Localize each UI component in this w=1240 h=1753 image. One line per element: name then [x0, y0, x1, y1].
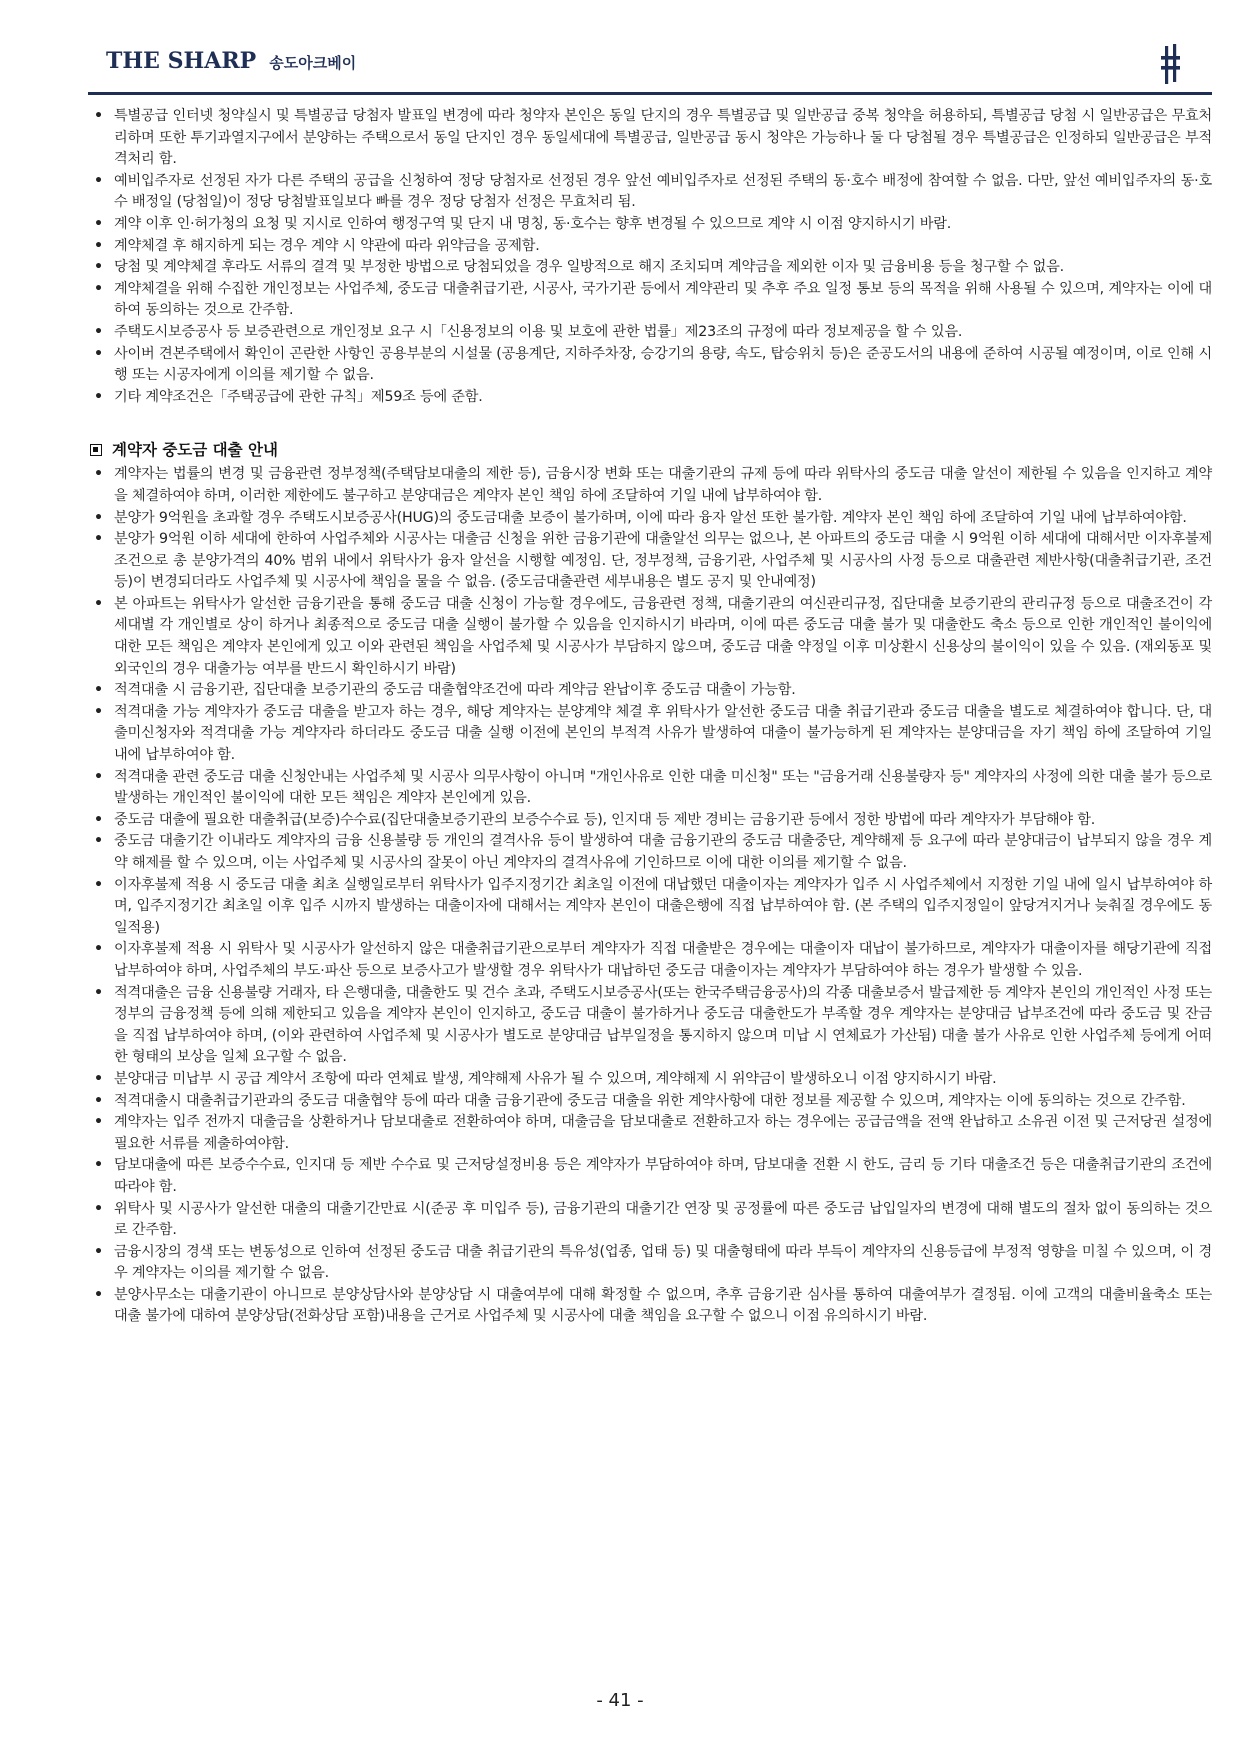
list-item: [88, 1199, 1212, 1242]
list-item-text: 분양가 9억원 이하 세대에 한하여 사업주체와 시공사는 대출금 신청을 위한 금융기관에 대출알선 의무는 없으나, 본 아파트의 중도금 대출 시 9억원 이하 세대에 대해서만 이자후불제 조건으로 총 분양가격의 40% 범위 내에서 위탁사가 융자 알선을 시행할 예정임. 단, 정부정책, 금융기관, 사업주체 및 시공사의 사정 등으로 대출관련 제반사항(대출취급기관, 조건 등)이 변경되더라도 사업주체 및 시공사에 책임을 물을 수 없음. (중도금대출관련 세부내용은 별도 공지 및 안내예정): [114, 531, 1212, 591]
list-item-text: 주택도시보증공사 등 보증관련으로 개인정보 요구 시「신용정보의 이용 및 보호에 관한 법률」제23조의 규정에 따라 정보제공을 할 수 있음.: [114, 323, 963, 340]
brand-logo-icon: [1134, 36, 1206, 88]
list-item: [88, 702, 1212, 767]
list-item: [88, 810, 1212, 832]
bullet-icon: •: [94, 1092, 103, 1109]
list-item: [88, 214, 1212, 236]
contract-terms-list: [88, 106, 1212, 408]
document-body: [88, 106, 1212, 1328]
bullet-icon: •: [94, 345, 103, 362]
list-item: [88, 1069, 1212, 1091]
bullet-icon: •: [94, 259, 103, 276]
list-item-text: 계약 이후 인·허가청의 요청 및 지시로 인하여 행정구역 및 단지 내 명칭, 동·호수는 향후 변경될 수 있으므로 계약 시 이점 양지하시기 바람.: [114, 215, 952, 232]
list-item-text: 이자후불제 적용 시 위탁사 및 시공사가 알선하지 않은 대출취급기관으로부터 계약자가 직접 대출받은 경우에는 대출이자 대납이 불가하므로, 계약자가 대출이자를 해당기관에 직접 납부하여야 하며, 사업주체의 부도·파산 등으로 보증사고가 발생할 경우 위탁사가 대납하던 중도금 대출이자는 계약자가 부담하여야 하는 경우가 발생할 수 있음.: [114, 941, 1212, 979]
bullet-icon: •: [94, 595, 103, 612]
list-item-text: 예비입주자로 선정된 자가 다른 주택의 공급을 신청하여 정당 당첨자로 선정된 경우 앞선 예비입주자로 선정된 주택의 동·호수 배정에 참여할 수 없음. 다만, 앞선 예비입주자의 동·호수 배정일 (당첨일)이 정당 당첨발표일보다 빠를 경우 정당 당첨자 선정은 무효처리 됨.: [114, 172, 1212, 211]
list-item: [88, 344, 1212, 387]
list-item: [88, 1242, 1212, 1285]
list-item-text: 당첨 및 계약체결 후라도 서류의 결격 및 부정한 방법으로 당첨되었을 경우 일방적으로 해지 조치되며 계약금을 제외한 이자 및 금융비용 등을 청구할 수 없음.: [114, 259, 1064, 276]
list-item-text: 계약체결을 위해 수집한 개인정보는 사업주체, 중도금 대출취급기관, 시공사, 국가기관 등에서 계약관리 및 추후 주요 일정 통보 등의 목적을 위해 사용될 수 있으며, 계약자는 이에 대하여 동의하는 것으로 간주함.: [114, 280, 1212, 319]
list-item-text: 계약자는 법률의 변경 및 금융관련 정부정책(주택담보대출의 제한 등), 금융시장 변화 또는 대출기관의 규제 등에 따라 위탁사의 중도금 대출 알선이 제한될 수 있음을 인지하고 계약을 체결하여야 하며, 이러한 제한에도 불구하고 분양대금은 계약자 본인 책임 하에 조달하여 기일 내에 납부하여야 함.: [114, 466, 1212, 504]
list-item-text: 중도금 대출에 필요한 대출취급(보증)수수료(집단대출보증기관의 보증수수료 등), 인지대 등 제반 경비는 금융기관 등에서 정한 방법에 따라 계약자가 부담해야 함.: [114, 811, 1096, 828]
bullet-icon: •: [94, 703, 103, 720]
list-item-text: 이자후불제 적용 시 중도금 대출 최초 실행일로부터 위탁사가 입주지정기간 최초일 이전에 대납했던 대출이자는 계약자가 입주 시 사업주체에서 지정한 기일 내에 일시 납부하여야 하며, 입주지정기간 최초일 이후 입주 시까지 발생하는 대출이자에 대해서는 계약자 본인이 대출은행에 직접 납부하여야 함. (본 주택의 입주지정일이 앞당겨지거나 늦춰질 경우에도 동일적용): [114, 876, 1212, 936]
list-item-text: 계약자는 입주 전까지 대출금을 상환하거나 담보대출로 전환하여야 하며, 대출금을 담보대출로 전환하고자 하는 경우에는 공급금액을 전액 완납하고 소유권 이전 및 근저당권 설정에 필요한 서류를 제출하여야함.: [114, 1114, 1212, 1152]
list-item: [88, 464, 1212, 507]
list-item-text: 분양사무소는 대출기관이 아니므로 분양상담사와 분양상담 시 대출여부에 대해 확정할 수 없으며, 추후 금융기관 심사를 통하여 대출여부가 결정됨. 이에 고객의 대출비율축소 또는 대출 불가에 대하여 분양상담(전화상담 포함)내용을 근거로 사업주체 및 시공사에 대출 책임을 요구할 수 없으니 이점 유의하시기 바람.: [114, 1286, 1212, 1325]
list-item-text: 적격대출 관련 중도금 대출 신청안내는 사업주체 및 시공사 의무사항이 아니며 "개인사유로 인한 대출 미신청" 또는 "금융거래 신용불량자 등" 계약자의 사정에 의한 대출 불가 등으로 발생하는 개인적인 불이익에 대한 모든 책임은 계약자 본인에게 있음.: [114, 768, 1212, 807]
list-item: [88, 508, 1212, 530]
list-item-text: 분양대금 미납부 시 공급 계약서 조항에 따라 연체료 발생, 계약해제 사유가 될 수 있으며, 계약해제 시 위약금이 발생하오니 이점 양지하시기 바람.: [114, 1070, 997, 1087]
list-item-text: 적격대출시 대출취급기관과의 중도금 대출협약 등에 따라 대출 금융기관에 중도금 대출을 위한 계약사항에 대한 정보를 제공할 수 있으며, 계약자는 이에 동의하는 것으로 간주함.: [114, 1092, 1186, 1109]
bullet-icon: •: [94, 1286, 103, 1303]
list-item-text: 위탁사 및 시공사가 알선한 대출의 대출기간만료 시(준공 후 미입주 등), 금융기관의 대출기간 연장 및 공정률에 따른 중도금 납입일자의 변경에 대해 별도의 절차 없이 동의하는 것으로 간주함.: [114, 1200, 1212, 1239]
brand-name-en: THE SHARP: [106, 48, 257, 74]
loan-section-heading: [88, 438, 1212, 462]
bullet-icon: •: [94, 876, 103, 893]
list-item: [88, 875, 1212, 940]
bullet-icon: •: [94, 833, 103, 850]
bullet-icon: •: [94, 1243, 103, 1260]
bullet-icon: •: [94, 768, 103, 785]
bullet-icon: •: [94, 1200, 103, 1217]
list-item-text: 기타 계약조건은「주택공급에 관한 규칙」제59조 등에 준함.: [114, 388, 483, 405]
list-item: [88, 387, 1212, 409]
loan-terms-list: [88, 464, 1212, 1328]
bullet-icon: •: [94, 280, 103, 297]
list-item-text: 분양가 9억원을 초과할 경우 주택도시보증공사(HUG)의 중도금대출 보증이 불가하며, 이에 따라 융자 알선 또한 불가함. 계약자 본인 책임 하에 조달하여 기일 내에 납부하여야함.: [114, 509, 1187, 526]
list-item: [88, 1112, 1212, 1155]
list-item: [88, 983, 1212, 1069]
bullet-icon: •: [94, 108, 103, 124]
bullet-icon: •: [94, 323, 103, 340]
list-item: [88, 767, 1212, 810]
list-item-text: 중도금 대출기간 이내라도 계약자의 금융 신용불량 등 개인의 결격사유 등이 발생하여 대출 금융기관의 중도금 대출중단, 계약해제 등 요구에 따라 분양대금이 납부되지 않을 경우 계약 해제를 할 수 있으며, 이는 사업주체 및 시공사의 잘못이 아닌 계약자의 결격사유에 기인하므로 이에 대한 이의를 제기할 수 없음.: [114, 833, 1212, 871]
bullet-icon: •: [94, 811, 103, 828]
list-item-text: 본 아파트는 위탁사가 알선한 금융기관을 통해 중도금 대출 신청이 가능할 경우에도, 금융관련 정책, 대출기관의 여신관리규정, 집단대출 보증기관의 관리규정 등으로 대출조건이 각 세대별 각 개인별로 상이 하거나 최종적으로 중도금 대출 실행이 불가할 수 있음을 인지하시기 바라며, 이에 따른 중도금 대출 불가 및 대출한도 축소 등으로 인한 개인적인 불이익에 대한 모든 책임은 계약자 본인에게 있고 이와 관련된 책임을 사업주체 및 시공사가 부담하지 않으며, 중도금 대출 약정일 이후 미상환시 신용상의 불이익이 있을 수 있음. (재외동포 및 외국인의 경우 대출가능 여부를 반드시 확인하시기 바람): [114, 595, 1212, 677]
list-item-text: 담보대출에 따른 보증수수료, 인지대 등 제반 수수료 및 근저당설정비용 등은 계약자가 부담하여야 하며, 담보대출 전환 시 한도, 금리 등 기타 대출조건 등은 대출취급기관의 조건에 따라야 함.: [114, 1157, 1212, 1195]
list-item-text: 금융시장의 경색 또는 변동성으로 인하여 선정된 중도금 대출 취급기관의 특유성(업종, 업태 등) 및 대출형태에 따라 부득이 계약자의 신용등급에 부정적 영향을 미칠 수 있으며, 이 경우 계약자는 이의를 제기할 수 없음.: [114, 1243, 1212, 1282]
square-bullet-icon: [90, 444, 102, 456]
list-item-text: 사이버 견본주택에서 확인이 곤란한 사항인 공용부분의 시설물 (공용계단, 지하주차장, 승강기의 용량, 속도, 탑승위치 등)은 준공도서의 내용에 준하여 시공될 예정이며, 이로 인해 시행 또는 시공자에게 이의를 제기할 수 없음.: [114, 345, 1212, 384]
list-item-text: 적격대출은 금융 신용불량 거래자, 타 은행대출, 대출한도 및 건수 초과, 주택도시보증공사(또는 한국주택금융공사)의 각종 대출보증서 발급제한 등 계약자 본인의 개인적인 사정 또는 정부의 금융정책 등에 의해 제한되고 있음을 계약자 본인이 인지하고, 중도금 대출이 불가하거나 중도금 대출한도가 부족할 경우 계약자는 분양대금 납부조건에 따라 중도금 및 잔금을 직접 납부하여야 하며, (이와 관련하여 사업주체 및 시공사가 별도로 분양대금 납부일정을 통지하지 않으며 미납 시 연체료가 가산됨) 대출 불가 사유로 인한 사업주체 등에게 어떠한 형태의 보상을 일체 요구할 수 없음.: [114, 984, 1212, 1066]
bullet-icon: •: [94, 237, 103, 254]
brand: [106, 48, 356, 74]
list-item: [88, 1091, 1212, 1113]
list-item-text: 특별공급 인터넷 청약실시 및 특별공급 당첨자 발표일 변경에 따라 청약자 본인은 동일 단지의 경우 특별공급 및 일반공급 중복 청약을 허용하되, 특별공급 당첨 시 일반공급은 무효처리하며 또한 투기과열지구에서 분양하는 주택으로서 동일 단지인 경우 동일세대에 특별공급, 일반공급 동시 청약은 가능하나 둘 다 당첨될 경우 특별공급은 인정하되 일반공급은 부적격처리 함.: [114, 108, 1212, 168]
bullet-icon: •: [94, 531, 103, 548]
bullet-icon: •: [94, 388, 103, 405]
list-item: [88, 322, 1212, 344]
list-item: [88, 171, 1212, 214]
bullet-icon: •: [94, 1070, 103, 1087]
page-number: - 41 -: [596, 1690, 644, 1711]
list-item: [88, 257, 1212, 279]
list-item: [88, 529, 1212, 594]
bullet-icon: •: [94, 941, 103, 958]
list-item: [88, 680, 1212, 702]
bullet-icon: •: [94, 172, 103, 189]
bullet-icon: •: [94, 466, 103, 483]
bullet-icon: •: [94, 682, 103, 699]
brand-name-ko: 송도아크베이: [269, 54, 357, 72]
bullet-icon: •: [94, 1157, 103, 1174]
list-item: [88, 1155, 1212, 1198]
bullet-icon: •: [94, 215, 103, 232]
bullet-icon: •: [94, 984, 103, 1001]
bullet-icon: •: [94, 1114, 103, 1131]
list-item-text: 계약체결 후 해지하게 되는 경우 계약 시 약관에 따라 위약금을 공제함.: [114, 237, 540, 254]
list-item: [88, 939, 1212, 982]
list-item: [88, 594, 1212, 680]
list-item: [88, 831, 1212, 874]
list-item: [88, 236, 1212, 258]
list-item-text: 적격대출 시 금융기관, 집단대출 보증기관의 중도금 대출협약조건에 따라 계약금 완납이후 중도금 대출이 가능함.: [114, 682, 796, 699]
list-item: [88, 106, 1212, 171]
list-item-text: 적격대출 가능 계약자가 중도금 대출을 받고자 하는 경우, 해당 계약자는 분양계약 체결 후 위탁사가 알선한 중도금 대출 취급기관과 중도금 대출을 별도로 체결하여야 합니다. 단, 대출미신청자와 적격대출 가능 계약자라 하더라도 중도금 대출 실행 이전에 본인의 부적격 사유가 발생하여 대출이 불가능하게 된 계약자는 분양대금을 자기 책임 하에 조달하여 기일 내에 납부하여야 함.: [114, 703, 1212, 764]
page-header: [88, 40, 1212, 95]
list-item: [88, 1285, 1212, 1328]
list-item: [88, 279, 1212, 322]
bullet-icon: •: [94, 509, 103, 526]
loan-section-title: 계약자 중도금 대출 안내: [112, 441, 278, 460]
